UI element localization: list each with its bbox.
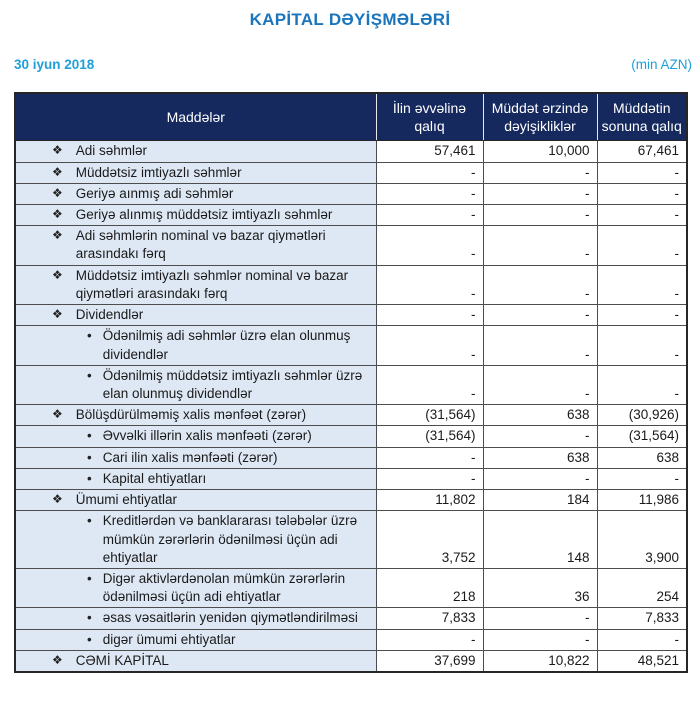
dot-bullet-icon: • — [87, 610, 92, 626]
row-value-cell: - — [376, 183, 483, 204]
row-value-cell: - — [483, 426, 597, 447]
row-value-cell: - — [376, 468, 483, 489]
row-label-cell — [15, 568, 376, 607]
row-label-cell — [15, 326, 376, 365]
row-value-cell: 11,802 — [376, 490, 483, 511]
table-row — [15, 183, 687, 204]
row-label-cell — [15, 490, 376, 511]
row-label: Müddətsiz imtiyazlı səhmlər — [75, 164, 242, 180]
row-value-cell: 638 — [483, 447, 597, 468]
row-value-cell: - — [483, 629, 597, 650]
row-label: Adi səhmlərin nominal və bazar qiymətləri arasındakı fərq — [75, 228, 326, 262]
row-value-cell: 10,000 — [483, 141, 597, 162]
table-row — [15, 326, 687, 365]
row-label: Müddətsiz imtiyazlı səhmlər nominal və bazar qiymətləri arasındakı fərq — [75, 267, 349, 301]
row-value-cell: - — [597, 365, 687, 404]
row-value-cell: - — [483, 326, 597, 365]
table-row — [15, 511, 687, 569]
row-value-cell: - — [483, 305, 597, 326]
row-value-cell: - — [376, 629, 483, 650]
row-label-cell — [15, 265, 376, 304]
table-row — [15, 490, 687, 511]
row-label: Geriyə aınmış adi səhmlər — [75, 185, 234, 201]
table-row — [15, 162, 687, 183]
row-label: Kapital ehtiyatları — [102, 470, 207, 486]
dot-bullet-icon: • — [87, 631, 92, 647]
row-label-cell — [15, 226, 376, 265]
row-value-cell: - — [376, 205, 483, 226]
table-row — [15, 365, 687, 404]
row-value-cell: (31,564) — [597, 426, 687, 447]
diamond-bullet-icon: ❖ — [52, 267, 63, 282]
row-label-cell — [15, 629, 376, 650]
row-label-cell — [15, 511, 376, 569]
table-row — [15, 141, 687, 162]
row-value-cell: - — [483, 265, 597, 304]
row-value-cell: - — [376, 447, 483, 468]
dot-bullet-icon: • — [87, 367, 92, 383]
row-label: CƏMİ KAPİTAL — [75, 652, 169, 668]
row-label-cell — [15, 205, 376, 226]
dot-bullet-icon: • — [87, 570, 92, 586]
row-label: əsas vəsaitlərin yenidən qiymətləndirilməsi — [102, 610, 358, 626]
row-value-cell: 254 — [597, 568, 687, 607]
row-label-cell — [15, 305, 376, 326]
row-label: Dividendlər — [75, 307, 144, 323]
diamond-bullet-icon: ❖ — [52, 407, 63, 422]
dot-bullet-icon: • — [87, 328, 92, 344]
row-value-cell: 184 — [483, 490, 597, 511]
table-row — [15, 608, 687, 629]
table-header-row — [15, 93, 687, 141]
column-header-muddet-erzinde-deyisiklikler: Müddət ərzində dəyişikliklər — [483, 93, 597, 141]
row-value-cell: - — [597, 629, 687, 650]
row-value-cell: - — [483, 468, 597, 489]
table-row — [15, 650, 687, 672]
table-row — [15, 629, 687, 650]
row-label-cell — [15, 162, 376, 183]
table-body — [15, 141, 687, 672]
row-value-cell: 638 — [483, 405, 597, 426]
table-row — [15, 305, 687, 326]
diamond-bullet-icon: ❖ — [52, 492, 63, 507]
page-title: KAPİTAL DƏYİŞMƏLƏRİ — [249, 10, 451, 29]
table-row — [15, 265, 687, 304]
row-value-cell: - — [376, 265, 483, 304]
row-label: Ödənilmiş müddətsiz imtiyazlı səhmlər üzrə elan olunmuş dividendlər — [102, 367, 363, 401]
row-value-cell: 7,833 — [376, 608, 483, 629]
diamond-bullet-icon: ❖ — [52, 228, 63, 243]
row-value-cell: 67,461 — [597, 141, 687, 162]
row-value-cell: - — [597, 205, 687, 226]
capital-changes-table — [14, 92, 688, 673]
row-value-cell: (30,926) — [597, 405, 687, 426]
row-value-cell: 37,699 — [376, 650, 483, 672]
row-value-cell: 36 — [483, 568, 597, 607]
dot-bullet-icon: • — [87, 449, 92, 465]
diamond-bullet-icon: ❖ — [52, 164, 63, 179]
row-value-cell: - — [376, 326, 483, 365]
row-value-cell: - — [483, 226, 597, 265]
row-label: Kreditlərdən və banklararası tələbələr üzrə mümkün zərərlərin ödənilməsi üçün adi ehtiyatlar — [102, 513, 358, 565]
row-label-cell — [15, 608, 376, 629]
row-value-cell: - — [483, 205, 597, 226]
column-header-ilin-evveline-qaliq: İlin əvvəlinə qalıq — [376, 93, 483, 141]
table-row — [15, 447, 687, 468]
row-label-cell — [15, 447, 376, 468]
row-value-cell: 57,461 — [376, 141, 483, 162]
diamond-bullet-icon: ❖ — [52, 143, 63, 158]
dot-bullet-icon: • — [87, 470, 92, 486]
row-label-cell — [15, 650, 376, 672]
report-date: 30 iyun 2018 — [14, 57, 95, 72]
row-value-cell: - — [376, 305, 483, 326]
row-value-cell: 218 — [376, 568, 483, 607]
row-value-cell: - — [483, 608, 597, 629]
row-label: Ümumi ehtiyatlar — [75, 492, 178, 508]
row-value-cell: - — [597, 305, 687, 326]
table-row — [15, 426, 687, 447]
row-label-cell — [15, 405, 376, 426]
row-value-cell: - — [597, 162, 687, 183]
row-label: Cari ilin xalis mənfəəti (zərər) — [102, 449, 278, 465]
diamond-bullet-icon: ❖ — [52, 207, 63, 222]
row-label: digər ümumi ehtiyatlar — [102, 631, 236, 647]
row-label: Bölüşdürülməmiş xalis mənfəət (zərər) — [75, 407, 307, 423]
row-value-cell: (31,564) — [376, 405, 483, 426]
row-value-cell: (31,564) — [376, 426, 483, 447]
row-value-cell: - — [376, 162, 483, 183]
row-value-cell: - — [597, 326, 687, 365]
column-header-muddetin-sonuna-qaliq: Müddətin sonuna qalıq — [597, 93, 687, 141]
row-value-cell: - — [483, 183, 597, 204]
row-label: Geriyə alınmış müddətsiz imtiyazlı səhmlər — [75, 207, 333, 223]
row-value-cell: 3,752 — [376, 511, 483, 569]
row-value-cell: - — [376, 226, 483, 265]
row-label-cell — [15, 468, 376, 489]
diamond-bullet-icon: ❖ — [52, 185, 63, 200]
row-label: Əvvəlki illərin xalis mənfəəti (zərər) — [102, 428, 312, 444]
row-value-cell: 3,900 — [597, 511, 687, 569]
row-value-cell: - — [483, 162, 597, 183]
row-value-cell: - — [597, 265, 687, 304]
table-row — [15, 205, 687, 226]
row-label: Adi səhmlər — [75, 143, 148, 159]
row-value-cell: - — [597, 226, 687, 265]
dot-bullet-icon: • — [87, 513, 92, 529]
row-value-cell: - — [483, 365, 597, 404]
table-row — [15, 405, 687, 426]
table-row — [15, 226, 687, 265]
table-row — [15, 468, 687, 489]
row-value-cell: - — [376, 365, 483, 404]
diamond-bullet-icon: ❖ — [52, 652, 63, 667]
row-label-cell — [15, 183, 376, 204]
row-value-cell: 7,833 — [597, 608, 687, 629]
row-value-cell: - — [597, 468, 687, 489]
row-value-cell: 10,822 — [483, 650, 597, 672]
row-label-cell — [15, 426, 376, 447]
unit-label: (min AZN) — [631, 57, 692, 72]
diamond-bullet-icon: ❖ — [52, 307, 63, 322]
row-value-cell: 148 — [483, 511, 597, 569]
row-label: Digər aktivlərdənolan mümkün zərərlərin ödənilməsi üçün adi ehtiyatlar — [102, 570, 346, 605]
dot-bullet-icon: • — [87, 428, 92, 444]
row-value-cell: 48,521 — [597, 650, 687, 672]
row-value-cell: 11,986 — [597, 490, 687, 511]
subheader — [14, 57, 692, 72]
row-label-cell — [15, 141, 376, 162]
column-header-maddeler: Maddələr — [15, 93, 376, 141]
row-label-cell — [15, 365, 376, 404]
row-value-cell: 638 — [597, 447, 687, 468]
table-row — [15, 568, 687, 607]
row-label: Ödənilmiş adi səhmlər üzrə elan olunmuş dividendlər — [102, 328, 351, 362]
row-value-cell: - — [597, 183, 687, 204]
